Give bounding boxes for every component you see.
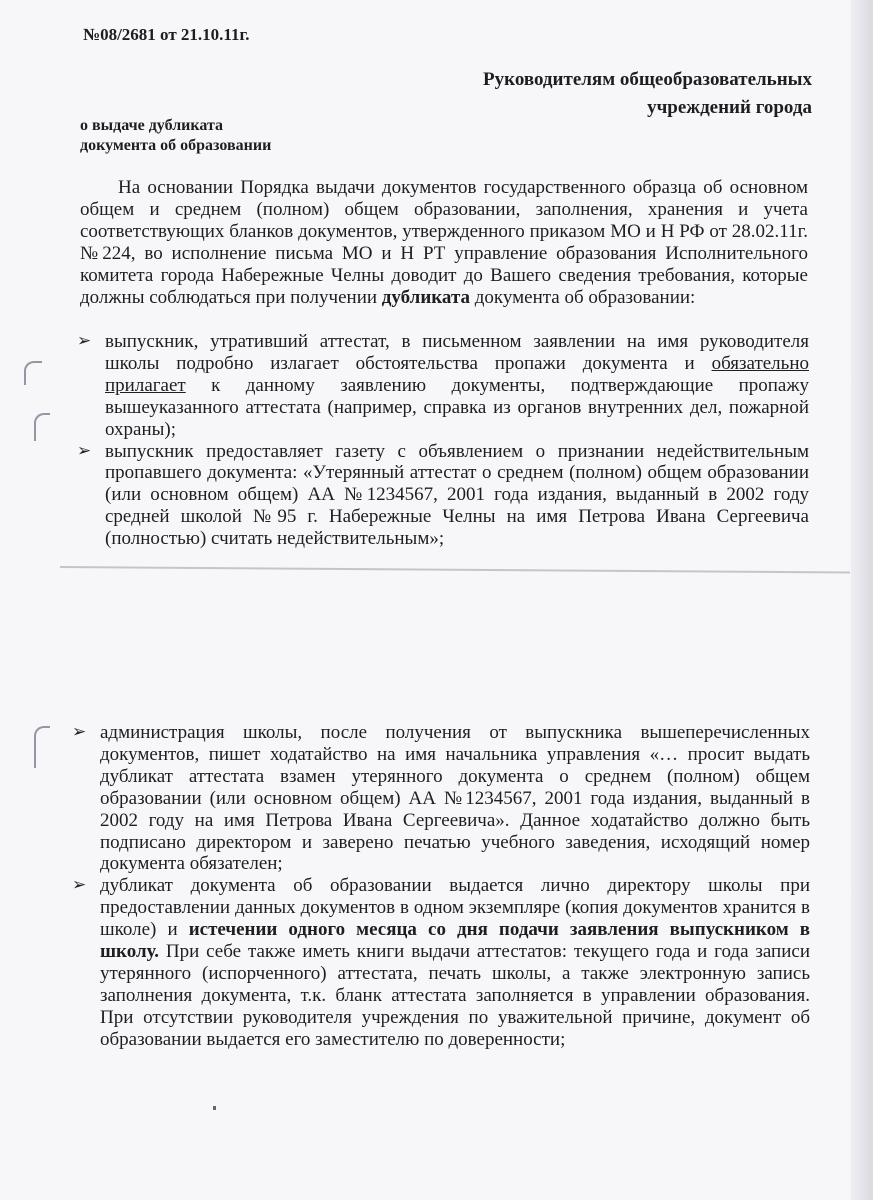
requirements-list-bottom — [70, 722, 810, 1051]
item-text: выпускник предоставляет газету с объявлением о признании недействительным пропавшего документа: «Утерянный аттестат о среднем (полном) общем образовании (или основном общем) АА №1234567, 2001 года издания, выданный в 2002 году средней школой №95 г. Набережные Челны на имя Петрова Ивана Сергеевича (полностью) считать недействительным»; — [105, 440, 809, 550]
addressee-line-2: учреждений города — [647, 97, 812, 118]
intro-paragraph — [80, 177, 808, 308]
arrow-bullet-icon: ➢ — [72, 875, 87, 896]
item-text: администрация школы, после получения от выпускника вышеперечисленных документов, пишет ходатайство на имя начальника управления «… просит выдать дубликат аттестата взамен утерянного документа о среднем (полном) общем образовании (или основном общем) АА №1234567, 2001 года издания, выданный в 2002 году на имя Петрова Ивана Сергеевича». Данное ходатайство должно быть подписано директором и заверено печатью учебного заведения, исходящий номер документа обязателен; — [100, 722, 810, 875]
list-item — [70, 722, 810, 875]
list-item — [75, 441, 809, 551]
outgoing-number: №08/2681 от 21.10.11г. — [83, 25, 250, 44]
item-text: выпускник, утративший аттестат, в письменном заявлении на имя руководителя школы подробно излагает обстоятельства пропажи документа и — [105, 331, 809, 374]
subject-line-2: документа об образовании — [80, 137, 272, 154]
letter-subject — [80, 116, 271, 156]
list-item — [75, 331, 809, 441]
pencil-mark — [24, 361, 42, 385]
item-text: дубликат документа об образовании выдается лично директору школы при предоставлении данных документов в одном экземпляре (копия документов хранится в школе) и — [100, 875, 810, 941]
item-underlined-text: обязательно прилагает — [105, 352, 809, 396]
subject-line-1: о выдаче дубликата — [80, 117, 224, 134]
item-text-continued: При себе также иметь книги выдачи аттестатов: текущего года и года записи утерянного (испорченного) аттестата, печать школы, а также электронную запись заполнения документа, т.к. бланк аттестата заполняется в управлении образования. При отсутствии руководителя учреждения по уважительной причине, документ об образовании выдается его заместителю по доверенности; — [100, 941, 810, 1050]
requirements-list-top — [75, 331, 809, 550]
page-fold-line — [60, 566, 850, 574]
ink-dot — [213, 1106, 216, 1110]
item-bold-text: истечении одного месяца со дня подачи заявления выпускником в школу. — [100, 919, 810, 963]
intro-ending: документа об образовании: — [474, 286, 696, 308]
addressee — [380, 66, 812, 122]
arrow-bullet-icon: ➢ — [77, 440, 92, 461]
arrow-bullet-icon: ➢ — [72, 722, 87, 742]
arrow-bullet-icon: ➢ — [77, 331, 92, 351]
pencil-mark — [34, 726, 50, 768]
intro-bold-word: дубликата — [381, 286, 471, 308]
pencil-mark — [34, 413, 50, 441]
addressee-line-1: Руководителям общеобразовательных — [483, 69, 812, 90]
list-item — [70, 875, 810, 1050]
scan-edge-shadow — [851, 0, 873, 1200]
intro-text: На основании Порядка выдачи документов государственного образца об основном общем и среднем (полном) общем образовании, заполнения, хранения и учета соответствующих бланков документов, утвержденного приказом МО и Н РФ от 28.02.11г. №224, во исполнение письма МО и Н РТ управление образования Исполнительного комитета города Набережные Челны доводит до Вашего сведения требования, которые должны соблюдаться при получении — [80, 177, 808, 308]
item-text-continued: к данному заявлению документы, подтверждающие пропажу вышеуказанного аттестата (например, справка из органов внутренних дел, пожарной охраны); — [105, 374, 809, 440]
